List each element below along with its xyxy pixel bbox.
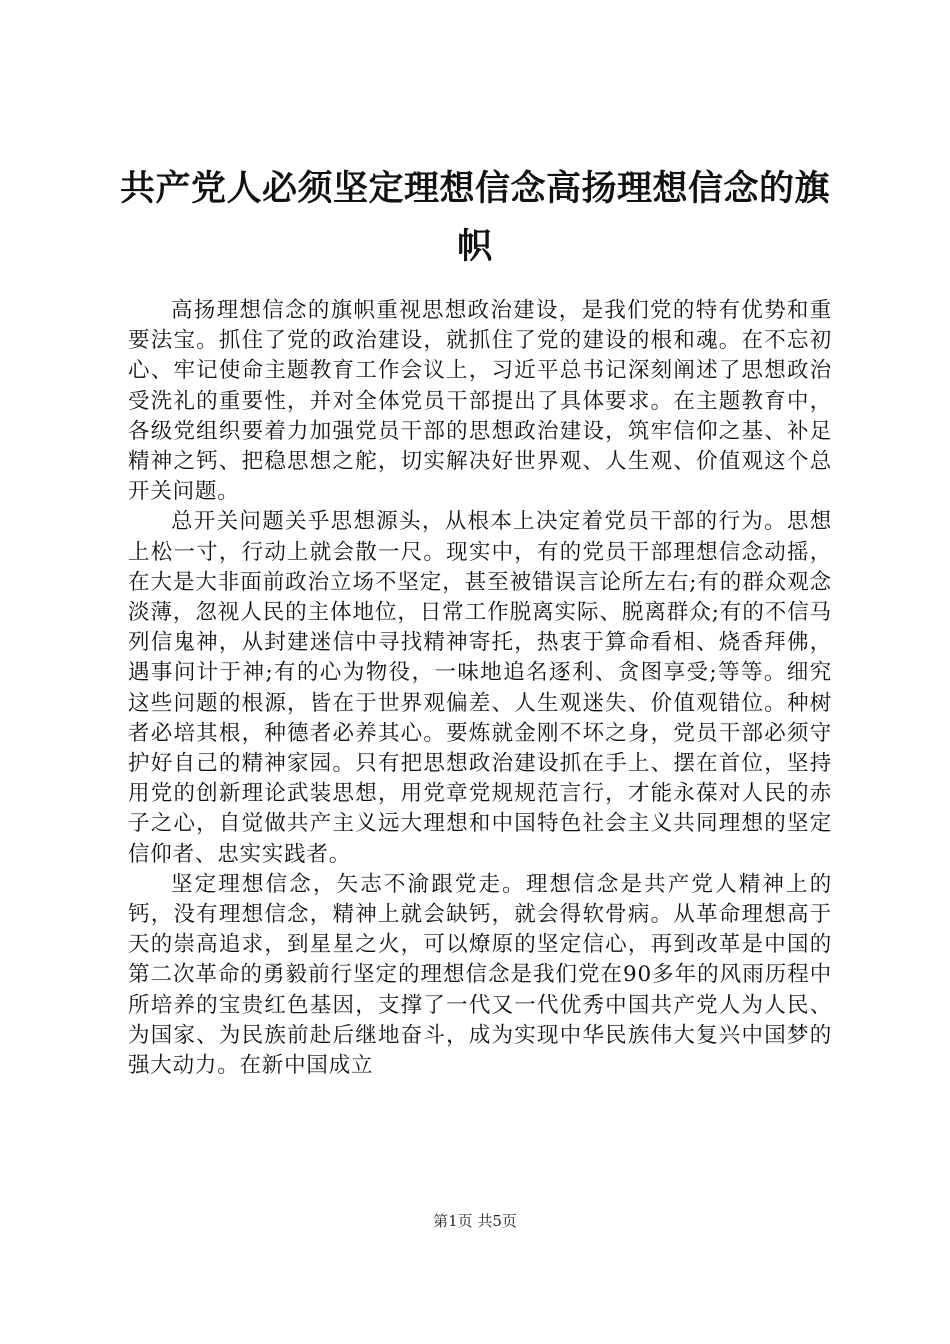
document-body (128, 296, 832, 1081)
page-number-footer: 第1页 共5页 (433, 1212, 517, 1230)
document-title: 共产党人必须坚定理想信念高扬理想信念的旗帜 (120, 169, 831, 267)
paragraph-1: 高扬理想信念的旗帜重视思想政治建设，是我们党的特有优势和重要法宝。抓住了党的政治建设，就抓住了党的建设的根和魂。在不忘初心、牢记使命主题教育工作会议上，习近平总书记深刻阐述了思想政治受洗礼的重要性，并对全体党员干部提出了具体要求。在主题教育中，各级党组织要着力加强党员干部的思想政治建设，筑牢信仰之基、补足精神之钙、把稳思想之舵，切实解决好世界观、人生观、价值观这个总开关问题。 (128, 298, 832, 505)
paragraph-3: 坚定理想信念，矢志不渝跟党走。理想信念是共产党人精神上的钙，没有理想信念，精神上就会缺钙，就会得软骨病。从革命理想高于天的崇高追求，到星星之火，可以燎原的坚定信心，再到改革是中国的第二次革命的勇毅前行坚定的理想信念是我们党在90多年的风雨历程中所培养的宝贵红色基因，支撑了一代又一代优秀中国共产党人为人民、为国家、为民族前赴后继地奋斗，成为实现中华民族伟大复兴中国梦的强大动力。在新中国成立 (128, 871, 832, 1079)
paragraph-2: 总开关问题关乎思想源头，从根本上决定着党员干部的行为。思想上松一寸，行动上就会散一尺。现实中，有的党员干部理想信念动摇，在大是大非面前政治立场不坚定，甚至被错误言论所左右;有的群众观念淡薄，忽视人民的主体地位，日常工作脱离实际、脱离群众;有的不信马列信鬼神，从封建迷信中寻找精神寄托，热衷于算命看相、烧香拜佛，遇事问计于神;有的心为物役，一味地追名逐利、贪图享受;等等。细究这些问题的根源，皆在于世界观偏差、人生观迷失、价值观错位。种树者必培其根，种德者必养其心。要炼就金刚不坏之身，党员干部必须守护好自己的精神家园。只有把思想政治建设抓在手上、摆在首位，坚持用党的创新理论武装思想，用党章党规规范言行，才能永葆对人民的赤子之心，自觉做共产主义远大理想和中国特色社会主义共同理想的坚定信仰者、忠实实践者。 (128, 509, 832, 867)
